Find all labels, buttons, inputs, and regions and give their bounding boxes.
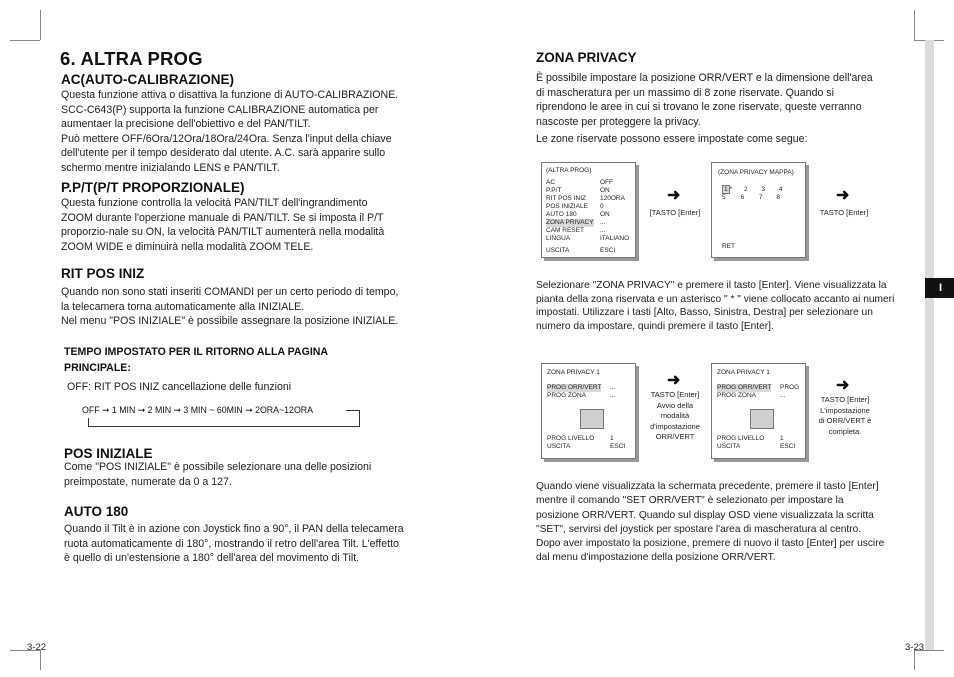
timeout-flow: OFF ➞ 1 MIN ➞ 2 MIN ➞ 3 MIN ~ 60MIN ➞ 2ORA~12ORA xyxy=(82,405,314,415)
pos-heading: POS INIZIALE xyxy=(64,446,153,461)
zona-intro: È possibile impostare la posizione ORR/VERT e la dimensione dell'area di mascheratura per un massimo di 8 zone riservate. Quando si riprendono le aree in cui si trovano le zone riservate, queste verranno nascoste per proteggere la privacy. xyxy=(536,72,873,128)
flow-arrow-icon: ➞ xyxy=(245,405,253,415)
loop-line xyxy=(88,418,89,426)
rit-text: Quando non sono stati inseriti COMANDI per un certo periodo di tempo, la telecamera torna automaticamente alla INIZIALE. Nel menu "POS INIZIALE" è possibile assegnare la posizione INIZIALE. xyxy=(61,286,399,327)
page-number-left: 3-22 xyxy=(27,642,47,653)
off-note: OFF: RIT POS INIZ cancellazione delle funzioni xyxy=(67,381,292,393)
osd-zona-1-set: ZONA PRIVACY 1 PROG ORR/VERT PROG ZONA PROG ... PROG LIVELLO USCITA 1 ESCI xyxy=(711,363,806,459)
flow-arrow-icon: ➞ xyxy=(102,405,110,415)
osd-privacy-map: (ZONA PRIVACY MAPPA) 1 * 2 3 4 5 6 7 8 RET xyxy=(711,162,806,258)
ppt-text: Questa funzione controlla la velocità PAN/TILT dell'ingrandimento ZOOM durante l'operzione manuale di PAN/TILT. Se si imposta il P/T proporzio-nale su ON, la velocità PAN/TILT aumenterà nella modalità ZOOM WIDE e diminuirà nella modalità ZOOM TELE. xyxy=(61,197,385,253)
arrow-right-icon: ➜ xyxy=(667,372,681,389)
arrow-right-icon: ➜ xyxy=(836,187,850,204)
mask-area xyxy=(580,409,604,429)
pos-text: Come "POS INIZIALE" è possibile selezionare una delle posizioni preimpostate, numerate da 0 a 127. xyxy=(64,461,372,488)
auto-heading: AUTO 180 xyxy=(64,504,129,519)
crop-mark xyxy=(914,10,915,40)
zona-mid-text: Selezionare "ZONA PRIVACY" e premere il tasto [Enter]. Viene visualizzata la pianta della zona riservata e un asterisco " * " viene collocato accanto ai numeri impostati. Utilizzare i tasti [Alto, Basso, Sinistra, Destra] per selezionare un numero da impostare, quindi premere il tasto [Enter]. xyxy=(536,280,895,332)
flow-arrow-icon: ➞ xyxy=(137,405,146,415)
caption-start-orr-vert: TASTO [Enter] Avvio della modalità d'impostazione ORR/VERT xyxy=(650,390,700,441)
page-title: 6. ALTRA PROG xyxy=(60,48,203,69)
osd-zona-1-start: ZONA PRIVACY 1 PROG ORR/VERT PROG ZONA ... ... PROG LIVELLO USCITA 1 ESCI xyxy=(541,363,636,459)
tasto-label: TASTO [Enter] xyxy=(819,208,869,217)
setup-line: Le zone riservate possono essere impostate come segue: xyxy=(536,133,808,145)
caption-orr-vert-done: TASTO [Enter] L'impostazione di ORR/VERT è completa. xyxy=(818,395,872,436)
ppt-heading: P.P/T(P/T PROPORZIONALE) xyxy=(61,180,245,195)
arrow-right-icon: ➜ xyxy=(836,377,850,394)
crop-mark xyxy=(10,40,40,41)
loop-line xyxy=(346,410,360,411)
zona-end-text: Quando viene visualizzata la schermata precedente, premere il tasto [Enter] mentre il comando "SET ORR/VERT" è selezionato per impostare la posizione ORR/VERT. Quando sul display OSD viene visualizzata la scritta "SET", servirsi del joystick per spostare l'area di mascheratura al centro. Dopo aver impostato la posizione, premere di nuovo il tasto [Enter] per uscire dal menu d'impostazione della posizione ORR/VERT. xyxy=(536,481,885,564)
tempo-heading: TEMPO IMPOSTATO PER IL RITORNO ALLA PAGINA PRINCIPALE: xyxy=(64,346,329,374)
page-number-right: 3-23 xyxy=(905,642,925,653)
crop-mark xyxy=(40,10,41,40)
language-tab: I xyxy=(925,278,954,298)
right-edge-bar xyxy=(925,40,934,650)
arrow-right-icon: ➜ xyxy=(667,187,681,204)
tasto-label: [TASTO [Enter] xyxy=(649,208,701,217)
ac-text: Questa funzione attiva o disattiva la funzione di AUTO-CALIBRAZIONE. SCC-C643(P) supporta la funzione CALIBRAZIONE automatica per aumentaer la precisione dell'obiettivo e del PAN/TILT. Può mettere OFF/6Ora/12Ora/18Ora/24Ora. Senza l'input della chiave dell'utente per il tempo desiderato dal utente. A.C. sarà apparire sullo schermo mentre inizialando LENS e PAN/TILT. xyxy=(61,89,399,174)
loop-line xyxy=(88,426,360,427)
loop-line xyxy=(359,410,360,427)
ac-heading: AC(AUTO-CALIBRAZIONE) xyxy=(61,72,234,87)
rit-heading: RIT POS INIZ xyxy=(61,266,145,281)
zona-heading: ZONA PRIVACY xyxy=(536,50,637,65)
auto-text: Quando il Tilt è in azione con Joystick fino a 90°, il PAN della telecamera ruota automaticamente di 180°, mostrando il retro dell'area Tilt. L'effetto è quello di un'estensione a 180° dell'area del movimento di Tilt. xyxy=(64,523,404,564)
mask-area xyxy=(750,409,774,429)
osd-altra-prog: (ALTRA PROG) AC P.P/T RIT POS INIZ POS INIZIALE AUTO 180 ZONA PRIVACY CAM RESET LINGUA OFF ON 120ORA 0 ON ... ... ITALIANO USCITA ESCI xyxy=(541,162,636,258)
flow-arrow-icon: ➞ xyxy=(173,405,181,415)
